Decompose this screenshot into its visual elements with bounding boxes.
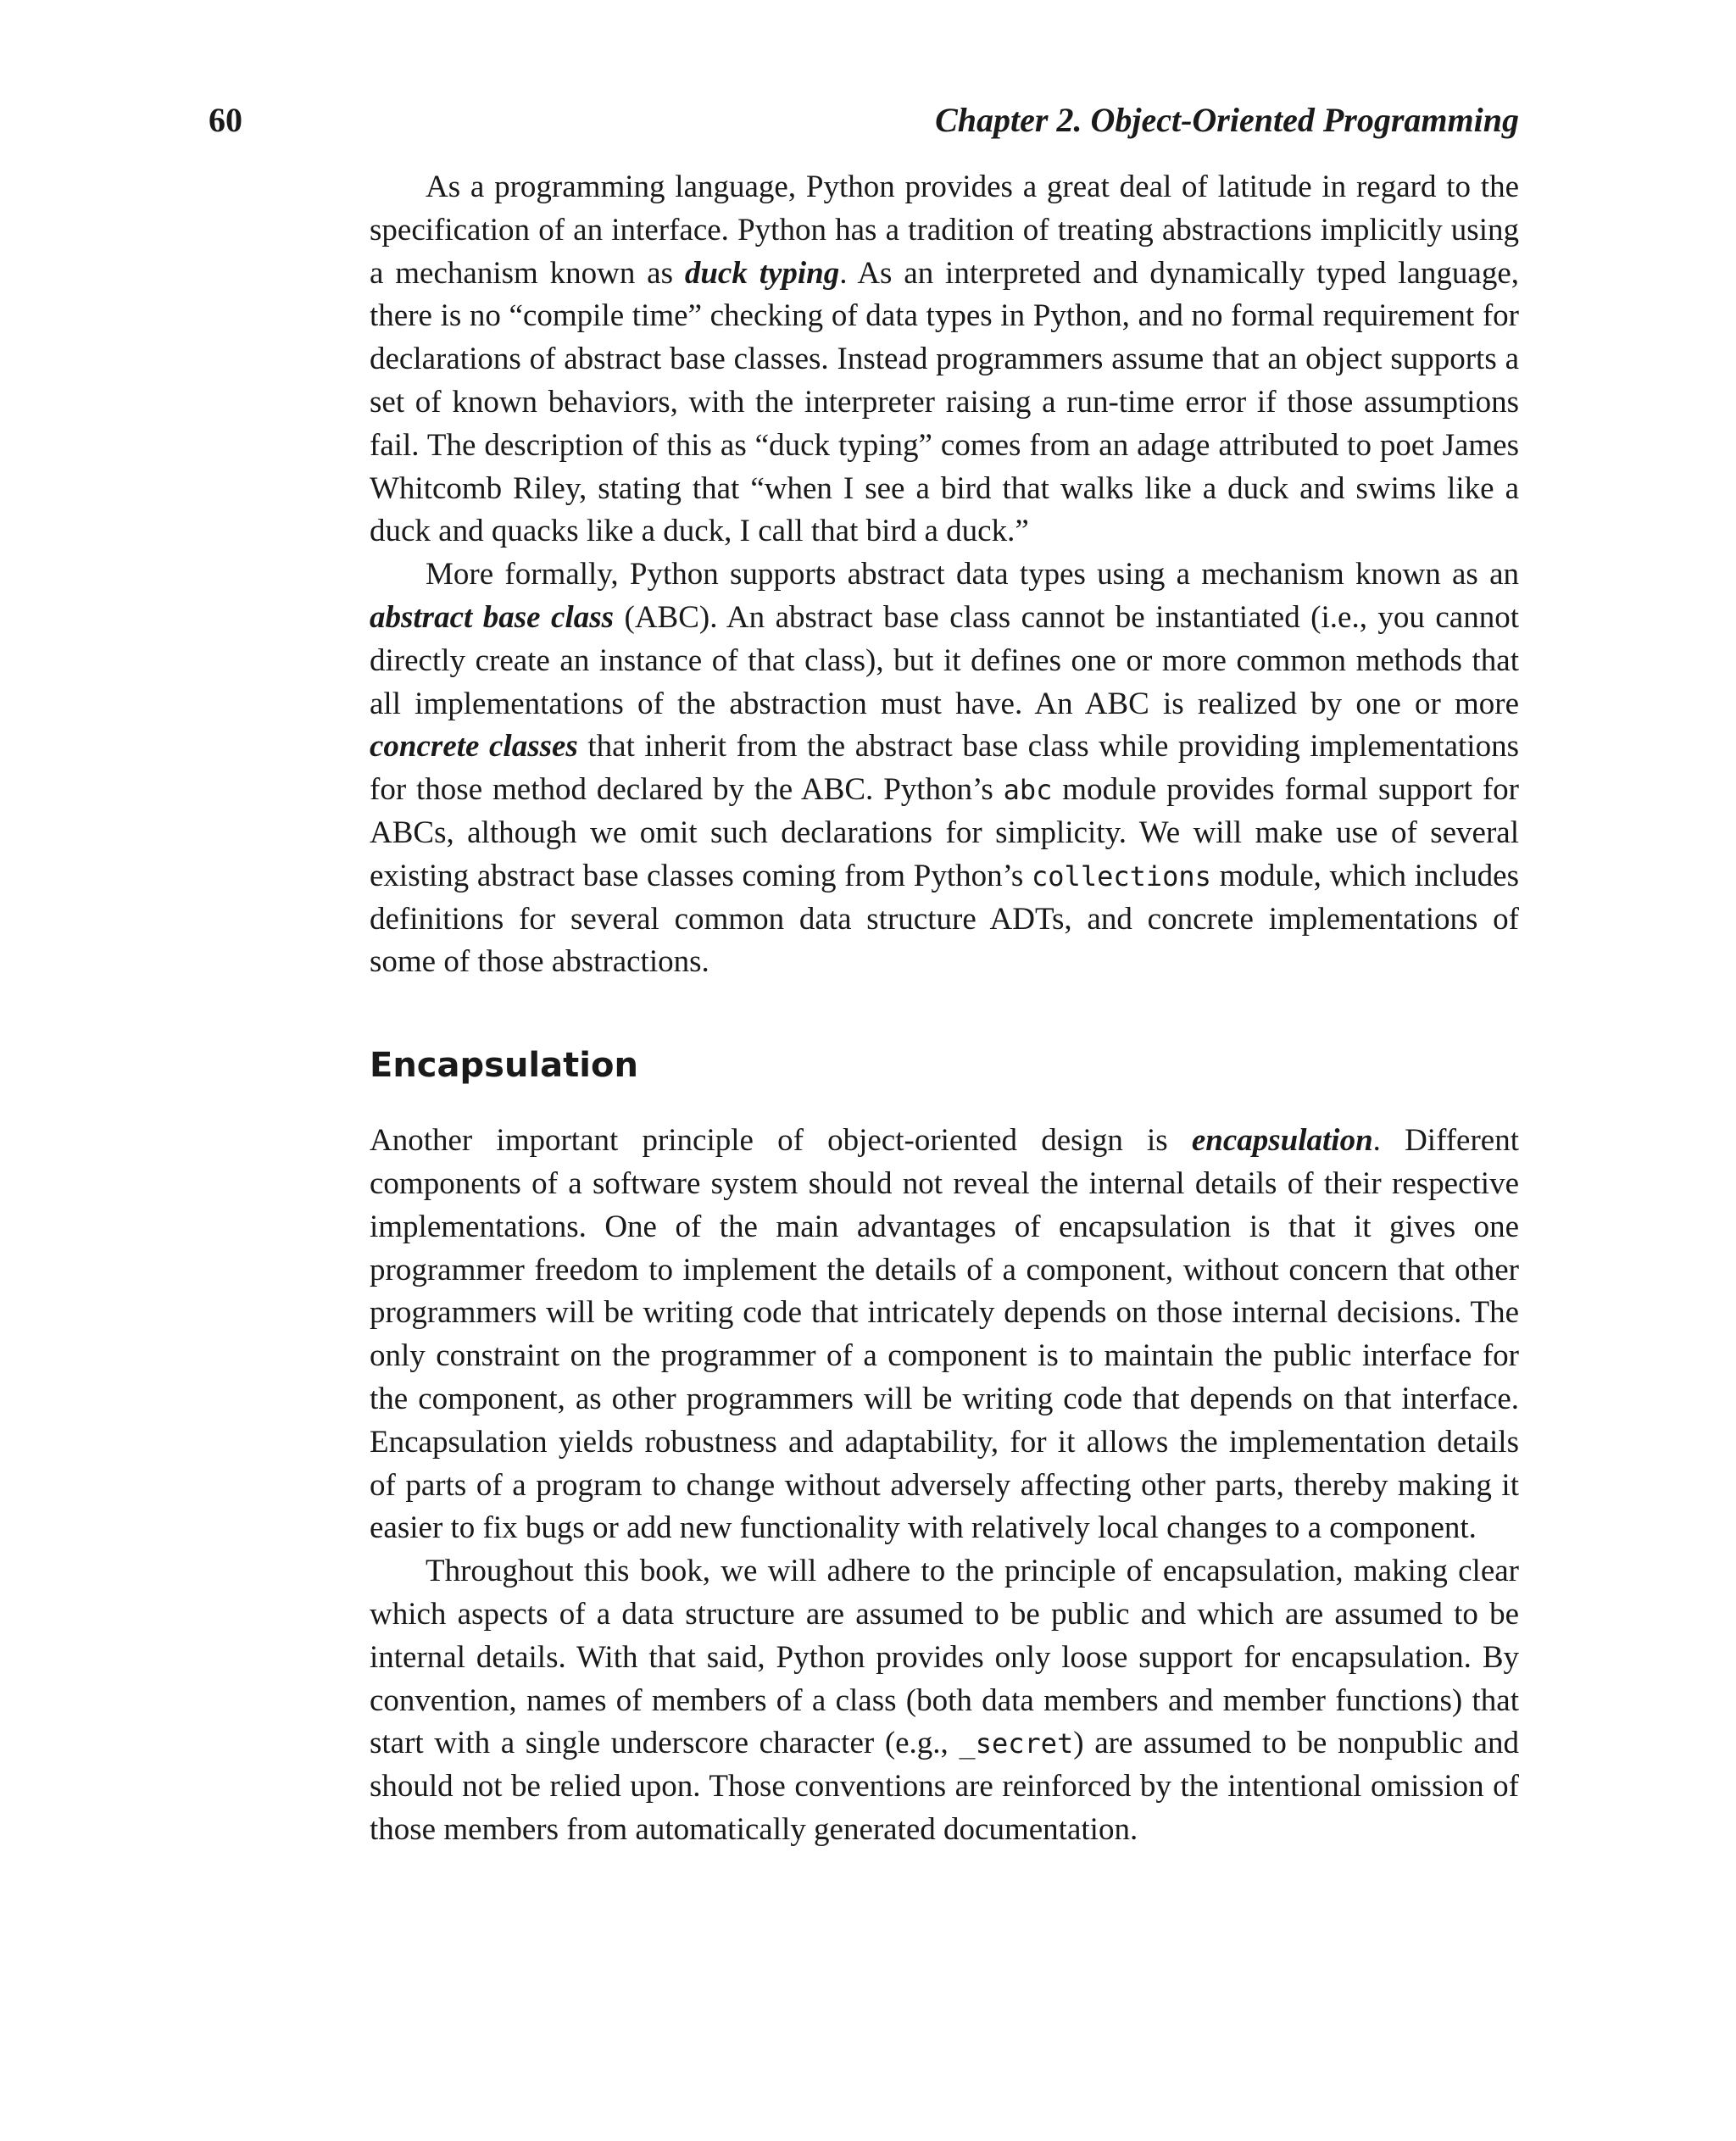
text-run: Another important principle of object-oriented design is <box>370 1123 1192 1159</box>
code-secret: _secret <box>959 1727 1074 1760</box>
paragraph-encapsulation <box>370 1120 1519 1550</box>
term-duck-typing: duck typing <box>684 255 840 291</box>
code-collections: collections <box>1032 859 1211 893</box>
text-run: that inherit from the abstract base class while providing implementations for those method declared by the ABC. Python’s <box>370 729 1519 808</box>
term-encapsulation: encapsulation <box>1191 1123 1373 1159</box>
page-number: 60 <box>209 101 242 139</box>
text-run: . As an interpreted and dynamically typed language, there is no “compile time” checking of data types in Python, and no formal requirement for declarations of abstract base classes. Instead programmers assume that an object supports a set of known behaviors, with the interpreter raising a run-time error if those assumptions fail. The description of this as “duck typing” comes from an adage attributed to poet James Whitcomb Riley, stating that “when I see a bird that walks like a duck and swims like a duck and quacks like a duck, I call that bird a duck.” <box>370 255 1519 549</box>
text-run: (ABC). An abstract base class cannot be instantiated (i.e., you cannot directly create an instance of that class), but it defines one or more common methods that all implementations of the abstraction must have. An ABC is realized by one or more <box>370 599 1519 721</box>
code-abc: abc <box>1003 774 1053 807</box>
running-head: Chapter 2. Object-Oriented Programming <box>935 101 1519 139</box>
text-run: Throughout this book, we will adhere to the principle of encapsulation, making clear which aspects of a data structure are assumed to be public and which are assumed to be internal details. With that said, Python provides only loose support for encapsulation. By convention, names of members of a class (both data members and member functions) that start with a single underscore character (e.g., <box>370 1554 1519 1761</box>
paragraph-duck-typing <box>370 166 1519 553</box>
term-abstract-base-class: abstract base class <box>370 599 615 635</box>
text-run: More formally, Python supports abstract data types using a mechanism known as an <box>426 557 1519 592</box>
text-run: module, which includes definitions for several common data structure ADTs, and concrete implementations of some of those abstractions. <box>370 858 1519 980</box>
text-run: module provides formal support for ABCs, although we omit such declarations for simplicity. We will make use of several existing abstract base classes coming from Python’s <box>370 772 1519 893</box>
body-text <box>370 166 1519 1852</box>
page-header <box>209 100 1519 141</box>
text-run: ) are assumed to be nonpublic and should not be relied upon. Those conventions are reinforced by the intentional omission of those members from automatically generated documentation. <box>370 1726 1519 1847</box>
paragraph-abstract-base-class <box>370 553 1519 984</box>
text-run: As a programming language, Python provides a great deal of latitude in regard to the specification of an interface. Python has a tradition of treating abstractions implicitly using a mechanism known as <box>370 170 1519 291</box>
paragraph-encapsulation-conventions <box>370 1550 1519 1852</box>
section-heading-encapsulation: Encapsulation <box>370 1046 638 1086</box>
term-concrete-classes: concrete classes <box>370 729 578 765</box>
text-run: . Different components of a software system should not reveal the internal details of their respective implementations. One of the main advantages of encapsulation is that it gives one programmer freedom to implement the details of a component, without concern that other programmers will be writing code that intricately depends on those internal decisions. The only constraint on the programmer of a component is to maintain the public interface for the component, as other programmers will be writing code that depends on that interface. Encapsulation yields robustness and adaptability, for it allows the implementation details of parts of a program to change without adversely affecting other parts, thereby making it easier to fix bugs or add new functionality with relatively local changes to a component. <box>370 1123 1519 1546</box>
